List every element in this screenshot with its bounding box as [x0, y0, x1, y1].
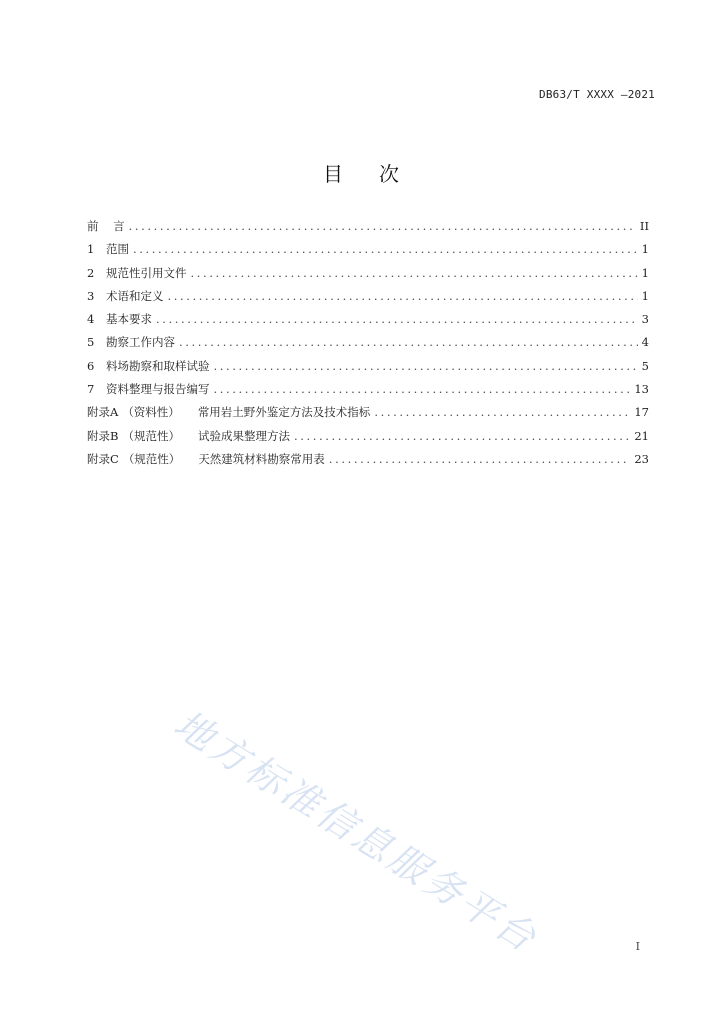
toc-leader-dots — [374, 405, 630, 419]
toc-item-page: 23 — [634, 451, 649, 466]
toc-item-1[interactable] — [87, 241, 649, 264]
toc-item-type: （规范性） — [122, 451, 181, 466]
toc-item-4[interactable] — [87, 311, 649, 334]
toc-item-page: 17 — [634, 405, 649, 420]
toc-leader-dots — [156, 312, 638, 326]
watermark: 地方标准信息服务平台 — [166, 701, 546, 962]
toc-item-appendix-b[interactable] — [87, 428, 649, 451]
toc-item-type: （资料性） — [122, 405, 180, 420]
toc-item-label: 范围 — [106, 242, 129, 257]
toc-item-page: 13 — [634, 382, 649, 397]
toc-item-number: 附录A — [87, 405, 119, 420]
toc-item-number: 5 — [87, 335, 95, 350]
toc-item-number: 4 — [87, 312, 95, 327]
toc-item-label: 资料整理与报告编写 — [106, 382, 210, 397]
toc-item-label: 术语和定义 — [106, 288, 164, 303]
toc-item-label: 规范性引用文件 — [106, 265, 187, 280]
toc-item-label: 勘察工作内容 — [106, 335, 175, 350]
toc-item-number: 7 — [87, 382, 95, 397]
toc-item-2[interactable] — [87, 265, 649, 288]
toc-leader-dots — [329, 452, 631, 466]
toc-leader-dots — [214, 359, 638, 373]
toc-item-number: 6 — [87, 358, 95, 373]
toc-item-number: 附录B — [87, 428, 119, 443]
toc-item-page: 4 — [641, 335, 649, 350]
toc-item-label: 常用岩土野外鉴定方法及技术指标 — [197, 405, 371, 420]
toc-item-page: II — [639, 219, 649, 233]
title-char-1: 目 — [323, 162, 345, 186]
toc-item-type: （规范性） — [122, 428, 180, 443]
toc-item-label: 料场勘察和取样试验 — [106, 358, 210, 373]
toc-item-3[interactable] — [87, 288, 649, 311]
toc-item-page: 1 — [641, 242, 649, 257]
toc-leader-dots — [294, 429, 630, 443]
toc-item-page: 5 — [641, 358, 649, 373]
toc-leader-dots — [179, 335, 638, 349]
toc-item-appendix-a[interactable] — [87, 404, 649, 427]
toc-leader-dots — [214, 382, 631, 396]
toc-item-label: 试验成果整理方法 — [197, 428, 290, 443]
page-title — [0, 158, 724, 187]
toc-item-page: 1 — [641, 265, 649, 280]
toc-item-page: 21 — [634, 428, 649, 443]
toc-item-number: 2 — [87, 265, 95, 280]
toc-item-7[interactable] — [87, 381, 649, 404]
toc-item-appendix-c[interactable] — [87, 451, 649, 474]
table-of-contents — [87, 218, 649, 474]
toc-leader-dots — [133, 242, 638, 256]
toc-item-5[interactable] — [87, 334, 649, 357]
toc-item-label: 前 言 — [87, 219, 125, 233]
page-number: I — [635, 940, 640, 953]
title-char-2: 次 — [379, 162, 401, 186]
toc-item-page: 1 — [641, 288, 649, 303]
document-code: DB63/T XXXX —2021 — [539, 88, 655, 101]
toc-item-number: 1 — [87, 242, 95, 257]
toc-item-foreword[interactable] — [87, 218, 649, 241]
toc-item-label: 天然建筑材料勘察常用表 — [198, 451, 325, 466]
toc-item-6[interactable] — [87, 358, 649, 381]
toc-leader-dots — [168, 289, 638, 303]
toc-item-page: 3 — [641, 312, 649, 327]
toc-leader-dots — [191, 266, 638, 280]
toc-item-label: 基本要求 — [106, 312, 152, 327]
toc-item-number: 3 — [87, 288, 95, 303]
toc-leader-dots — [129, 219, 636, 233]
toc-item-number: 附录C — [87, 451, 119, 466]
